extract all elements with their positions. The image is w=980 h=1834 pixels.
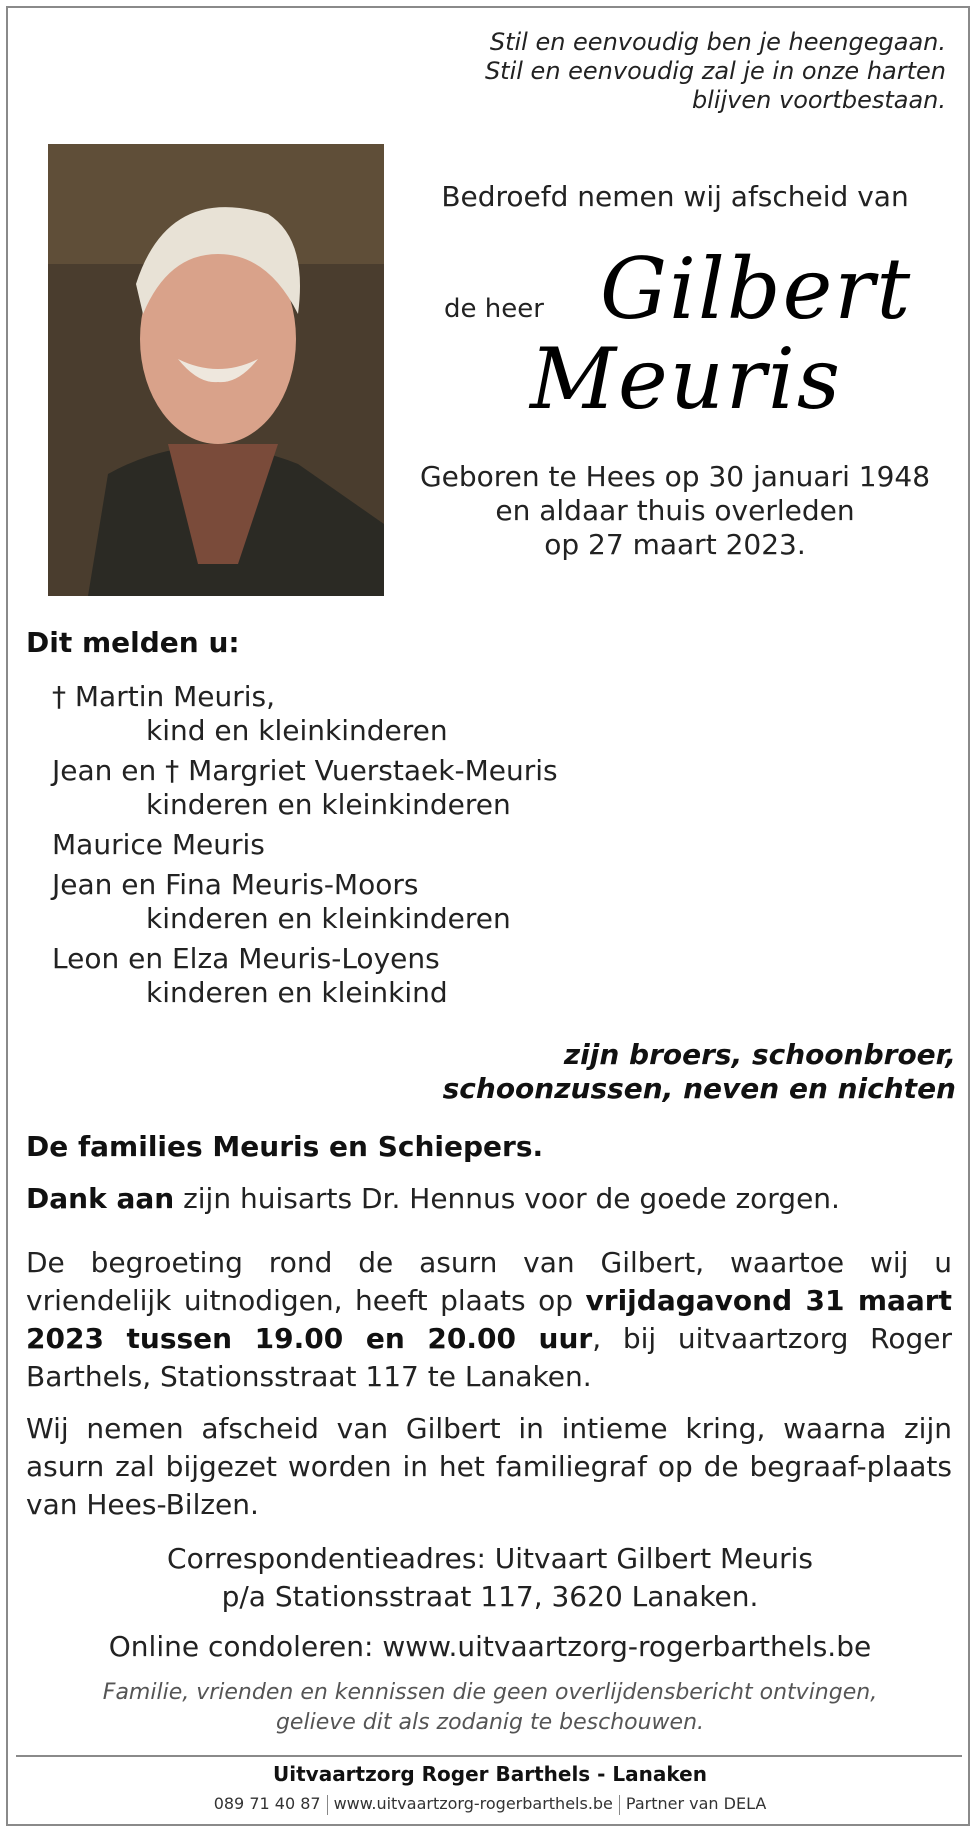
birth-death-info: [400, 460, 950, 562]
footer-separator: [619, 1795, 620, 1815]
correspondence-line-2: p/a Stationsstraat 117, 3620 Lanaken.: [221, 1580, 759, 1613]
family-entry: [52, 828, 752, 862]
family-relation: kinderen en kleinkinderen: [146, 788, 511, 821]
thanks-line: [26, 1182, 946, 1215]
announcers-heading: Dit melden u:: [26, 626, 240, 659]
footer-partner: Partner van DELA: [625, 1794, 767, 1813]
funeral-home-name: Uitvaartzorg Roger Barthels - Lanaken: [273, 1762, 707, 1786]
family-member: Jean en † Margriet Vuerstaek-Meuris: [52, 754, 558, 787]
family-relation: kinderen en kleinkind: [146, 976, 448, 1009]
portrait-illustration: [48, 144, 384, 596]
footer-phone[interactable]: 089 71 40 87: [213, 1794, 321, 1813]
family-entry: [52, 754, 752, 822]
thanks-text: zijn huisarts Dr. Hennus voor de goede zorgen.: [174, 1182, 840, 1215]
visitation-datetime: vrijdagavond 31 maart 2023 tussen 19.00 en 20.00 uur: [26, 1284, 952, 1355]
siblings-line-2: schoonzussen, neven en nichten: [442, 1072, 956, 1105]
footer-divider: [16, 1755, 962, 1757]
footer-separator: [327, 1795, 328, 1815]
note-line-1: Familie, vrienden en kennissen die geen overlijdensbericht ontvingen,: [102, 1680, 878, 1705]
portrait-photo: [48, 144, 384, 596]
poem-line: Stil en eenvoudig zal je in onze harten: [484, 57, 946, 85]
visitation-location: , bij uitvaartzorg Roger Barthels, Stationsstraat 117 te Lanaken.: [26, 1322, 952, 1393]
siblings-line: [256, 1038, 956, 1106]
family-entry: [52, 680, 752, 748]
birth-line: Geboren te Hees op 30 januari 1948: [419, 460, 931, 493]
correspondence-line-1: Correspondentieadres: Uitvaart Gilbert Meuris: [167, 1542, 813, 1575]
family-relation: kind en kleinkinderen: [146, 714, 448, 747]
family-member: Leon en Elza Meuris-Loyens: [52, 942, 440, 975]
note-line-2: gelieve dit als zodanig te beschouwen.: [275, 1710, 705, 1735]
family-member: Jean en Fina Meuris-Moors: [52, 868, 419, 901]
family-member: † Martin Meuris,: [52, 680, 276, 713]
intro-text: Bedroefd nemen wij afscheid van: [441, 180, 909, 213]
family-relation: kinderen en kleinkinderen: [146, 902, 511, 935]
footer-contact: [0, 1794, 980, 1815]
poem: [386, 28, 946, 115]
family-member: Maurice Meuris: [52, 828, 265, 861]
visitation-paragraph: [26, 1244, 952, 1396]
poem-line: Stil en eenvoudig ben je heengegaan.: [489, 28, 946, 56]
deceased-last-name: Meuris: [530, 330, 842, 428]
deceased-first-name: Gilbert: [600, 240, 913, 338]
poem-line: blijven voortbestaan.: [691, 86, 946, 114]
online-condolence-link[interactable]: Online condoleren: www.uitvaartzorg-rogerbarthels.be: [108, 1630, 872, 1663]
notice-note: [40, 1678, 940, 1738]
families-line: De families Meuris en Schiepers.: [26, 1130, 544, 1163]
thanks-label: Dank aan: [26, 1182, 175, 1215]
correspondence-address: [40, 1540, 940, 1616]
farewell-paragraph: Wij nemen afscheid van Gilbert in intieme kring, waarna zijn asurn zal bijgezet worden in het familiegraf op de begraaf-plaats van Hees-Bilzen.: [26, 1412, 952, 1521]
footer-website[interactable]: www.uitvaartzorg-rogerbarthels.be: [333, 1794, 613, 1813]
visitation-text: De begroeting rond de asurn van Gilbert, waartoe wij u vriendelijk uitnodigen, heeft plaats op: [26, 1246, 952, 1317]
family-entry: [52, 942, 752, 1010]
death-date-line: op 27 maart 2023.: [544, 528, 806, 561]
family-entry: [52, 868, 752, 936]
title-prefix: de heer: [444, 294, 544, 324]
family-list: [52, 680, 752, 1016]
siblings-line-1: zijn broers, schoonbroer,: [563, 1038, 956, 1071]
death-line: en aldaar thuis overleden: [495, 494, 855, 527]
